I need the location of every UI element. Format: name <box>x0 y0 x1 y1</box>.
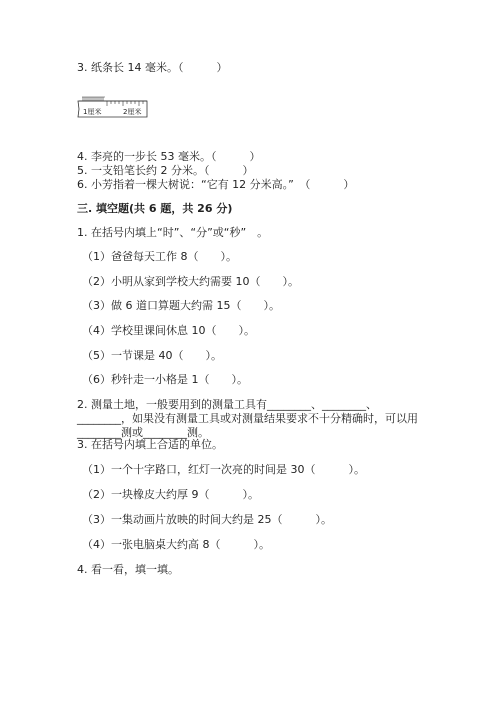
fill-question-3: 3. 在括号内填上合适的单位。 <box>77 438 223 451</box>
fill-1-item: （5）一节课是 40（ ）。 <box>82 349 222 362</box>
ruler-label-left: 1厘米 <box>83 108 102 116</box>
question-3: 3. 纸条长 14 毫米。（ ） <box>77 61 228 74</box>
fill-1-item: （1）爸爸每天工作 8（ ）。 <box>82 250 237 263</box>
fill-3-item: （2）一块橡皮大约厚 9（ ）。 <box>82 488 259 501</box>
question-6: 6. 小芳指着一棵大树说：“它有 12 分米高。” （ ） <box>77 178 355 191</box>
fill-question-1: 1. 在括号内填上“时”、“分”或“秒” 。 <box>77 226 269 239</box>
fill-question-4: 4. 看一看，填一填。 <box>77 563 179 576</box>
fill-3-item: （4）一张电脑桌大约高 8（ ）。 <box>82 538 270 551</box>
fill-1-item: （2）小明从家到学校大约需要 10（ ）。 <box>82 275 299 288</box>
fill-1-item: （6）秒针走一小格是 1（ ）。 <box>82 373 248 386</box>
section-heading: 三. 填空题(共 6 题，共 26 分) <box>77 202 233 215</box>
fill-3-item: （3）一集动画片放映的时间大约是 25（ ）。 <box>82 513 332 526</box>
fill-1-item: （3）做 6 道口算题大约需 15（ ）。 <box>82 299 280 312</box>
question-4: 4. 李亮的一步长 53 毫米。（ ） <box>77 150 261 163</box>
fill-1-item: （4）学校里课间休息 10（ ）。 <box>82 324 255 337</box>
question-5: 5. 一支铅笔长约 2 分米。（ ） <box>77 164 254 177</box>
ruler-label-right: 2厘米 <box>123 108 142 116</box>
fill-3-item: （1）一个十字路口，红灯一次亮的时间是 30（ ）。 <box>82 463 365 476</box>
ruler-figure <box>77 95 157 119</box>
fill-question-2: 2. 测量土地，一般要用到的测量工具有________、________、________，如果没有测量工具或对测量结果要求不十分精确时，可以用________测或________测。 <box>77 398 418 439</box>
